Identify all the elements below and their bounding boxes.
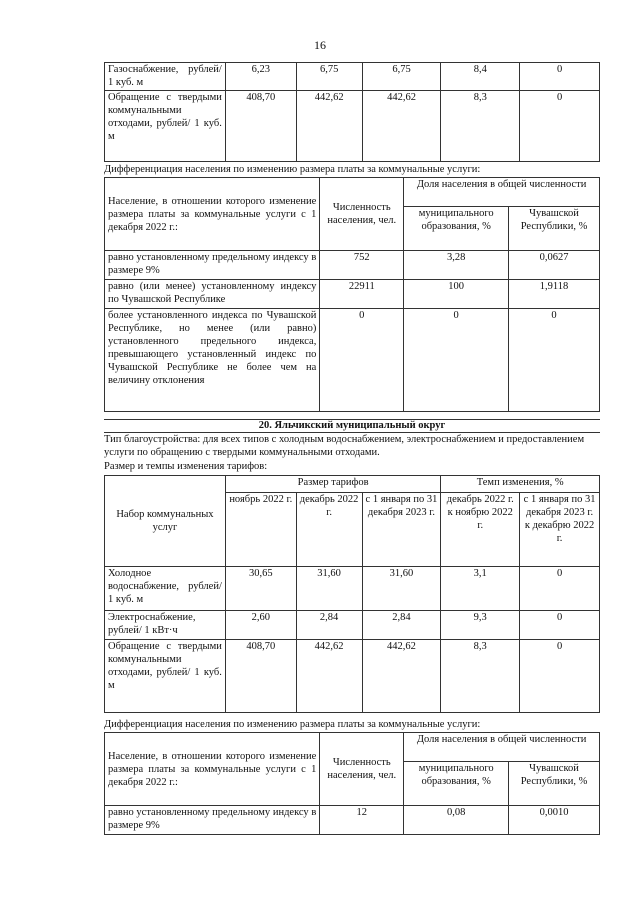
value-cell: 6,75 bbox=[296, 63, 362, 91]
table-row bbox=[105, 806, 600, 835]
value-cell: 2,84 bbox=[362, 611, 441, 640]
diff-caption: Дифференциация населения по изменению размера платы за коммунальные услуги: bbox=[104, 164, 481, 175]
header-size: Размер тарифов bbox=[225, 476, 440, 493]
table-row bbox=[105, 280, 600, 309]
header-count: Численность населения, чел. bbox=[320, 178, 404, 251]
header-population: Население, в отношении которого изменение размера платы за коммунальные услуги с 1 декабря 2022 г.: bbox=[105, 178, 320, 251]
row-label: равно установленному предельному индексу в размере 9% bbox=[105, 806, 320, 835]
row-label: равно (или менее) установленному индексу по Чувашской Республике bbox=[105, 280, 320, 309]
value-cell: 31,60 bbox=[296, 567, 362, 611]
value-cell: 3,1 bbox=[441, 567, 520, 611]
table-header-row bbox=[105, 178, 600, 207]
value-cell: 442,62 bbox=[296, 91, 362, 162]
value-cell: 9,3 bbox=[441, 611, 520, 640]
tariff-table-continued bbox=[104, 62, 600, 162]
value-cell: 0 bbox=[520, 91, 600, 162]
value-cell: 408,70 bbox=[225, 640, 296, 713]
service-name: Холодное водоснабжение, рублей/ 1 куб. м bbox=[105, 567, 226, 611]
tariffs-caption: Размер и темпы изменения тарифов: bbox=[104, 461, 268, 472]
population-differentiation-table bbox=[104, 732, 600, 835]
republic-cell: 0,0627 bbox=[509, 251, 600, 280]
header-municipal: муниципального образования, % bbox=[404, 762, 509, 806]
value-cell: 408,70 bbox=[225, 91, 296, 162]
municipal-cell: 0 bbox=[404, 309, 509, 412]
count-cell: 12 bbox=[320, 806, 404, 835]
table-header-row bbox=[105, 476, 600, 493]
section-title: 20. Яльчикский муниципальный округ bbox=[104, 419, 600, 433]
diff-caption: Дифференциация населения по изменению размера платы за коммунальные услуги: bbox=[104, 719, 481, 730]
row-label: равно установленному предельному индексу в размере 9% bbox=[105, 251, 320, 280]
value-cell: 442,62 bbox=[362, 640, 441, 713]
municipal-cell: 0,08 bbox=[404, 806, 509, 835]
value-cell: 0 bbox=[520, 640, 600, 713]
table-row bbox=[105, 309, 600, 412]
header-population: Население, в отношении которого изменение размера платы за коммунальные услуги с 1 декабря 2022 г.: bbox=[105, 733, 320, 806]
header-share: Доля населения в общей численности bbox=[404, 178, 600, 207]
table-row bbox=[105, 63, 600, 91]
value-cell: 2,84 bbox=[296, 611, 362, 640]
republic-cell: 0,0010 bbox=[509, 806, 600, 835]
value-cell: 6,23 bbox=[225, 63, 296, 91]
republic-cell: 1,9118 bbox=[509, 280, 600, 309]
service-name: Электроснабжение, рублей/ 1 кВт·ч bbox=[105, 611, 226, 640]
value-cell: 30,65 bbox=[225, 567, 296, 611]
municipal-cell: 100 bbox=[404, 280, 509, 309]
count-cell: 22911 bbox=[320, 280, 404, 309]
value-cell: 0 bbox=[520, 611, 600, 640]
service-name: Обращение с твердыми коммунальными отходами, рублей/ 1 куб. м bbox=[105, 91, 226, 162]
improvement-type: Тип благоустройства: для всех типов с холодным водоснабжением, электроснабжением и предоставлением услуги по обращению с твердыми коммунальными отходами. bbox=[104, 434, 585, 458]
header-republic: Чувашской Республики, % bbox=[509, 762, 600, 806]
header-jan-to-dec: с 1 января по 31 декабря 2023 г. к декабрю 2022 г. bbox=[520, 493, 600, 567]
service-name: Газоснабжение, рублей/ 1 куб. м bbox=[105, 63, 226, 91]
page-number: 16 bbox=[314, 38, 326, 52]
table-row bbox=[105, 567, 600, 611]
value-cell: 0 bbox=[520, 63, 600, 91]
row-label: более установленного индекса по Чувашской Республике, но менее (или равно) установленного предельного индекса, превышающего установленный индекс по Чувашской Республике не более чем на величину отклонения bbox=[105, 309, 320, 412]
header-jan-dec: с 1 января по 31 декабря 2023 г. bbox=[362, 493, 441, 567]
value-cell: 0 bbox=[520, 567, 600, 611]
header-dec-to-nov: декабрь 2022 г. к ноябрю 2022 г. bbox=[441, 493, 520, 567]
service-name: Обращение с твердыми коммунальными отходами, рублей/ 1 куб. м bbox=[105, 640, 226, 713]
value-cell: 442,62 bbox=[362, 91, 441, 162]
republic-cell: 0 bbox=[509, 309, 600, 412]
value-cell: 8,3 bbox=[441, 640, 520, 713]
header-services: Набор коммунальных услуг bbox=[105, 476, 226, 567]
count-cell: 752 bbox=[320, 251, 404, 280]
value-cell: 442,62 bbox=[296, 640, 362, 713]
value-cell: 2,60 bbox=[225, 611, 296, 640]
table-header-row bbox=[105, 733, 600, 762]
header-municipal: муниципального образования, % bbox=[404, 207, 509, 251]
table-row bbox=[105, 251, 600, 280]
table-row bbox=[105, 91, 600, 162]
header-rate: Темп изменения, % bbox=[441, 476, 600, 493]
table-row bbox=[105, 640, 600, 713]
population-differentiation-table bbox=[104, 177, 600, 412]
value-cell: 8,4 bbox=[441, 63, 520, 91]
municipal-cell: 3,28 bbox=[404, 251, 509, 280]
tariff-table bbox=[104, 475, 600, 713]
count-cell: 0 bbox=[320, 309, 404, 412]
header-nov: ноябрь 2022 г. bbox=[225, 493, 296, 567]
header-republic: Чувашской Республики, % bbox=[509, 207, 600, 251]
header-count: Численность населения, чел. bbox=[320, 733, 404, 806]
table-row bbox=[105, 611, 600, 640]
header-dec: декабрь 2022 г. bbox=[296, 493, 362, 567]
value-cell: 31,60 bbox=[362, 567, 441, 611]
header-share: Доля населения в общей численности bbox=[404, 733, 600, 762]
value-cell: 8,3 bbox=[441, 91, 520, 162]
value-cell: 6,75 bbox=[362, 63, 441, 91]
